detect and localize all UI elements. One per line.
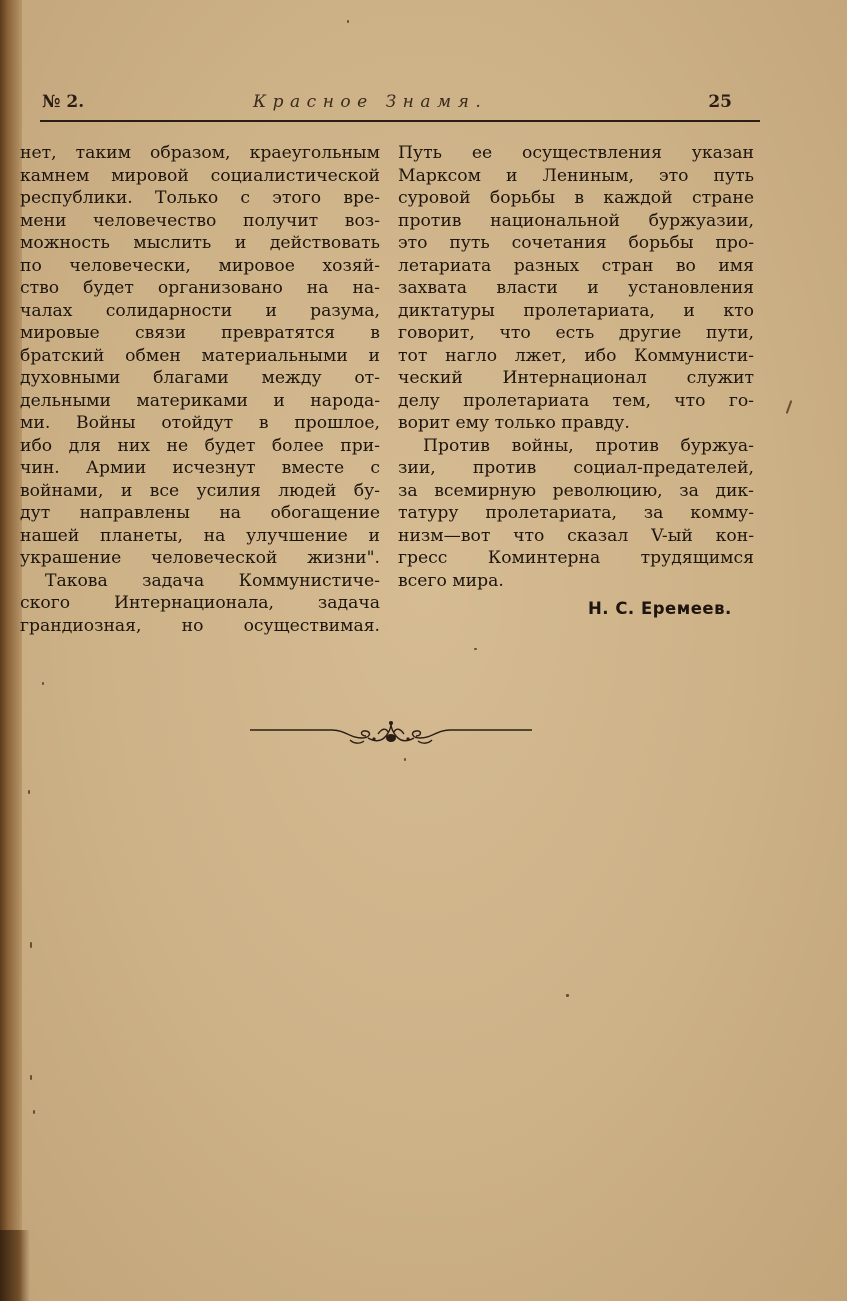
paper-speck bbox=[347, 20, 349, 23]
text-line: по человечески, мировое хозяй- bbox=[20, 255, 380, 276]
text-line: дут направлены на обогащение bbox=[20, 503, 380, 523]
text-line: республики. Только с этого вре- bbox=[20, 188, 380, 208]
text-line: Путь ее осуществления указан bbox=[398, 143, 754, 163]
paper-speck bbox=[42, 682, 44, 685]
text-line: украшение человеческой жизни". bbox=[20, 548, 380, 568]
text-line: это путь сочетания борьбы про- bbox=[398, 233, 754, 253]
text-line: Марксом и Лениным, это путь bbox=[398, 165, 754, 186]
text-line: летариата разных стран во имя bbox=[398, 255, 754, 276]
text-line: зии, против социал-предателей, bbox=[398, 458, 754, 478]
issue-number: № 2. bbox=[42, 92, 85, 112]
right-column bbox=[398, 142, 754, 624]
text-line: ского Интернационала, задача bbox=[20, 593, 380, 613]
text-line: Такова задача Коммунистиче- bbox=[45, 570, 380, 591]
text-line: грандиозная, но осуществимая. bbox=[20, 615, 380, 636]
text-line: нашей планеты, на улучшение и bbox=[20, 525, 380, 546]
binding-edge bbox=[0, 0, 22, 1301]
binding-edge-shadow bbox=[0, 1230, 30, 1301]
text-line: ство будет организовано на на- bbox=[20, 278, 380, 298]
text-line: чалах солидарности и разума, bbox=[20, 300, 380, 321]
text-line: дельными материками и народа- bbox=[20, 390, 380, 411]
header-rule bbox=[40, 120, 760, 122]
text-line: можность мыслить и действовать bbox=[20, 233, 380, 253]
text-line: камнем мировой социалистической bbox=[20, 165, 380, 186]
text-line: татуру пролетариата, за комму- bbox=[398, 503, 754, 523]
journal-title: Красное Знамя. bbox=[253, 92, 488, 112]
text-line: ворит ему только правду. bbox=[398, 413, 630, 433]
text-line: говорит, что есть другие пути, bbox=[398, 323, 754, 343]
text-line: мировые связи превратятся в bbox=[20, 323, 380, 343]
left-column bbox=[20, 142, 380, 637]
ornamental-divider bbox=[250, 718, 532, 750]
text-line: Против войны, против буржуа- bbox=[423, 435, 754, 456]
text-line: чин. Армии исчезнут вместе с bbox=[20, 458, 380, 478]
text-line: войнами, и все усилия людей бу- bbox=[20, 480, 380, 501]
paper-speck bbox=[33, 1110, 35, 1114]
text-line: за всемирную революцию, за дик- bbox=[398, 480, 754, 501]
paper-speck bbox=[474, 648, 477, 650]
text-line: против национальной буржуазии, bbox=[398, 210, 754, 231]
paper-speck bbox=[404, 758, 406, 761]
text-line: диктатуры пролетариата, и кто bbox=[398, 300, 754, 321]
author-signature: Н. С. Еремеев. bbox=[588, 599, 732, 618]
text-line: братский обмен материальными и bbox=[20, 345, 380, 366]
text-line: духовными благами между от- bbox=[20, 368, 380, 388]
text-line: тот нагло лжет, ибо Коммунисти- bbox=[398, 345, 754, 366]
text-line: ми. Войны отойдут в прошлое, bbox=[20, 413, 380, 433]
paper-speck bbox=[30, 1075, 32, 1080]
paper-speck bbox=[30, 942, 32, 948]
paper-speck bbox=[28, 790, 30, 794]
text-line: низм—вот что сказал V-ый кон- bbox=[398, 525, 754, 546]
text-line: делу пролетариата тем, что го- bbox=[398, 390, 754, 411]
text-line: нет, таким образом, краеугольным bbox=[20, 143, 380, 163]
text-line: всего мира. bbox=[398, 570, 504, 591]
paper-speck bbox=[566, 994, 569, 997]
text-line: захвата власти и установления bbox=[398, 278, 754, 298]
text-line: ибо для них не будет более при- bbox=[20, 435, 380, 456]
text-line: гресс Коминтерна трудящимся bbox=[398, 548, 754, 568]
text-line: мени человечество получит воз- bbox=[20, 210, 380, 231]
page-number: 25 bbox=[708, 92, 732, 112]
text-line: суровой борьбы в каждой стране bbox=[398, 188, 754, 208]
running-header bbox=[38, 92, 758, 120]
text-line: ческий Интернационал служит bbox=[398, 368, 754, 388]
